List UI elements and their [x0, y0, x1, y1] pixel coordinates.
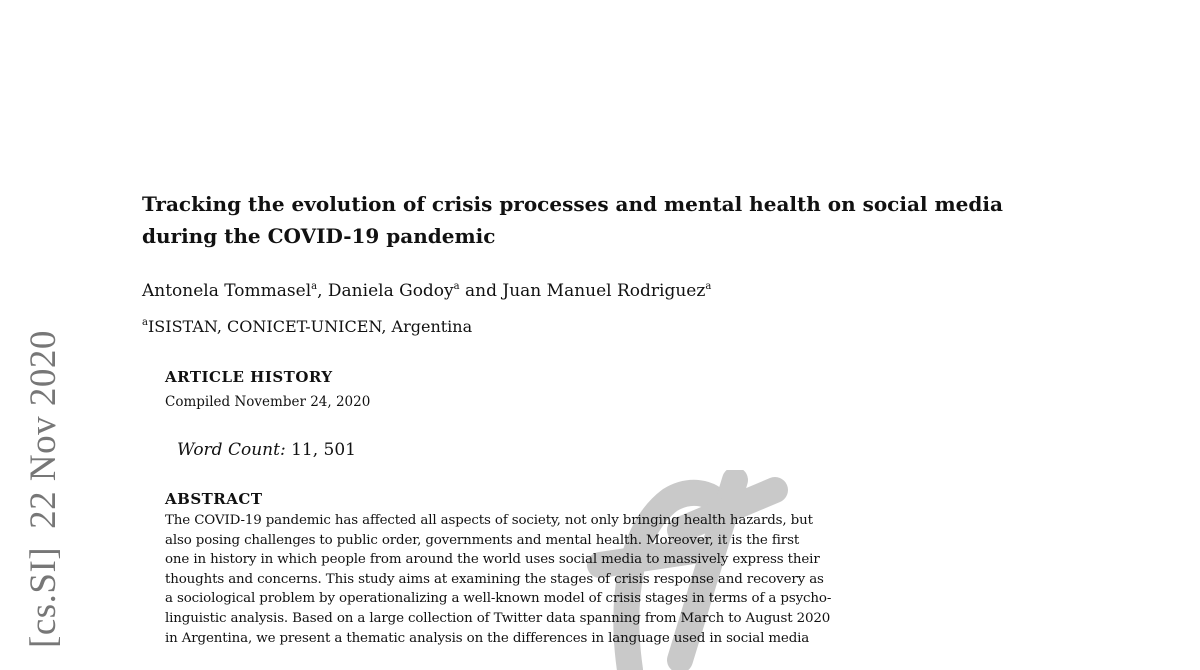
- abstract-heading: ABSTRACT: [165, 490, 263, 508]
- author-name: Antonela Tommasel: [142, 281, 312, 301]
- author-name: Daniela Godoy: [327, 281, 454, 301]
- abstract-body: [165, 511, 955, 648]
- abstract-line: The COVID-19 pandemic has affected all aspects of society, not only bringing health hazards, but: [165, 513, 813, 528]
- author-affil-mark: a: [311, 281, 318, 292]
- abstract-line: thoughts and concerns. This study aims at examining the stages of crisis response and recovery as: [165, 571, 824, 587]
- abstract-line: one in history in which people from around the world uses social media to massively express their: [165, 552, 820, 568]
- title-line-2: during the COVID-19 pandemic: [142, 224, 496, 248]
- author-name: Juan Manuel Rodriguez: [502, 281, 706, 301]
- affiliation-text: ISISTAN, CONICET-UNICEN, Argentina: [147, 317, 473, 336]
- affiliation: [142, 310, 472, 340]
- abstract-line: also posing challenges to public order, governments and mental health. Moreover, it is the first: [165, 532, 800, 548]
- arxiv-category: [cs.SI]: [23, 546, 64, 648]
- arxiv-date: 22 Nov 2020: [23, 330, 64, 529]
- word-count-value: 11, 501: [291, 440, 356, 460]
- article-history-heading: ARTICLE HISTORY: [165, 368, 333, 386]
- compiled-date: Compiled November 24, 2020: [165, 394, 371, 410]
- title-line-1: Tracking the evolution of crisis processes and mental health on social media: [142, 192, 1003, 216]
- paper-title: [142, 188, 1042, 252]
- affiliation-mark: a: [142, 317, 148, 328]
- abstract-line: a sociological problem by operationalizing a well-known model of crisis stages in terms of a psycho-: [165, 591, 832, 607]
- arxiv-side-stamp: [22, 330, 65, 648]
- author-affil-mark: a: [453, 281, 460, 292]
- abstract-line: linguistic analysis. Based on a large collection of Twitter data spanning from March to August 2020: [165, 610, 831, 626]
- word-count: [177, 440, 356, 460]
- abstract-line: in Argentina, we present a thematic analysis on the differences in language used in social media: [165, 630, 810, 646]
- author-affil-mark: a: [705, 281, 712, 292]
- author-separator: and: [459, 281, 503, 301]
- word-count-label: Word Count:: [177, 440, 286, 460]
- author-list: [142, 274, 711, 304]
- author-separator: ,: [317, 281, 328, 301]
